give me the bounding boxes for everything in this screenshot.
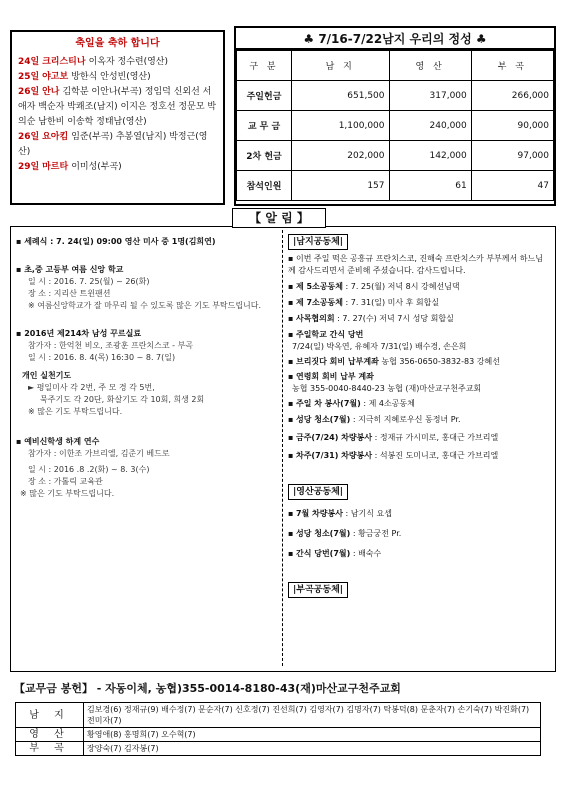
school-line: 일 시 : 2016. 7. 25(월) ~ 26(화): [28, 277, 150, 286]
list-item: ▪ 주일 차 봉사(7월) : 제 4소공동체: [288, 399, 415, 408]
prayer-heading: 개인 실천기도: [22, 371, 72, 380]
seminary-heading: ▪ 예비신학생 하계 연수: [16, 437, 100, 446]
notice-right-column: [288, 234, 550, 598]
notice-left-column: [16, 236, 278, 500]
tithe-account-line: 【교무금 봉헌】 - 자동이체, 농협)355-0014-8180-43(재)마산교구천주교회: [14, 682, 401, 695]
table-row: 주일헌금 651,500 317,000 266,000: [237, 81, 554, 111]
yeongsan-community-heading: |영산공동체|: [288, 484, 348, 500]
feast-line: 29일 마르타 이미성(부곡): [18, 162, 122, 172]
notice-title: 【 알 림 】: [232, 208, 326, 228]
namji-community-heading: |남지공동체|: [288, 234, 348, 250]
list-item: ▪ 간식 당번(7월) : 배숙수: [288, 549, 382, 558]
table-row: 참석인원 157 61 47: [237, 171, 554, 201]
column-header: 남 지: [292, 51, 390, 81]
table-row: 남 지 김보경(6) 정재규(9) 배수정(7) 문순자(7) 신호정(7) 진선희(7) 김영자(7) 김명자(7) 탁봉덕(8) 문춘자(7) 손기숙(7) 박진화(7) 전미자(7): [16, 703, 541, 728]
list-item: ▪ 금주(7/24) 차량봉사 : 정재규 가시미로, 홍대근 가브리엘: [288, 433, 499, 442]
list-item: ▪ 연령회 회비 납부 계좌 농협 355-0040-8440-23 농협 (재)마산교구천주교회: [288, 372, 482, 393]
column-header: 구 분: [237, 51, 292, 81]
column-header: 부 곡: [471, 51, 553, 81]
feast-line: 25일 야고보 방한식 안성빈(영산): [18, 72, 151, 82]
list-item: ▪ 성당 청소(7월) : 황금궁전 Pr.: [288, 529, 402, 538]
list-item: ▪ 이번 주일 떡은 공흥규 프란치스코, 진해숙 프란치스카 부부께서 하느님께 감사드리면서 준비해 주셨습니다. 감사드립니다.: [288, 254, 543, 275]
cursillo-heading: ▪ 2016년 제214차 남성 꾸르실료: [16, 329, 142, 338]
seminary-line: ※ 많은 기도 부탁드립니다.: [20, 489, 115, 498]
feast-day-box: [10, 30, 225, 205]
donor-table: [15, 702, 541, 756]
feast-line: 26일 요아킴 임준(부곡) 추봉열(남지) 박정근(영산): [18, 132, 208, 157]
baptism-notice: ▪ 세례식 : 7. 24(일) 09:00 영산 미사 중 1명(김희연): [16, 237, 216, 246]
school-line: 장 소 : 지리산 트윈팬션: [28, 289, 111, 298]
prayer-line: ► 평일미사 각 2번, 주 모 경 각 5번,: [28, 383, 155, 392]
list-item: ▪ 제 5소공동체 : 7. 25(월) 저녁 8시 강혜선님댁: [288, 282, 460, 291]
feast-line: 26일 안나 김학분 이안나(부곡) 정임덕 신외선 서애자 백순자 박쾌조(남지) 이지은 정호선 정문모 박의순 남한비 이송학 정태남(영산): [18, 87, 217, 127]
feast-title: 축일을 축하 합니다: [75, 38, 160, 49]
column-divider: [282, 230, 283, 666]
list-item: ▪ 사목협의회 : 7. 27(수) 저녁 7시 성당 회합실: [288, 314, 454, 323]
table-row: 부 곡 장양숙(7) 김자봉(7): [16, 742, 541, 756]
bugok-community-heading: |부곡공동체|: [288, 582, 348, 598]
list-item: ▪ 주일학교 간식 당번 7/24(일) 박옥연, 유혜자 7/31(일) 배수경, 손은희: [288, 330, 467, 351]
offering-header-row: [237, 51, 554, 81]
table-row: 교 무 금 1,100,000 240,000 90,000: [237, 111, 554, 141]
table-row: 2차 헌금 202,000 142,000 97,000: [237, 141, 554, 171]
list-item: ▪ 브리짓다 회비 납부계좌 농협 356-0650-3832-83 강혜선: [288, 357, 500, 366]
seminary-line: 일 시 : 2016 .8 .2(화) ~ 8. 3(수): [28, 465, 150, 474]
feast-line: 24일 크리스티나 이옥자 정수련(영산): [18, 57, 169, 67]
list-item: ▪ 성당 청소(7월) : 지극히 지혜로우신 동정녀 Pr.: [288, 415, 461, 424]
list-item: ▪ 7월 차량봉사 : 남기식 요셉: [288, 509, 392, 518]
prayer-line: 묵주기도 각 20단, 화살기도 각 10회, 희생 2회: [40, 395, 205, 404]
column-header: 영 산: [389, 51, 471, 81]
seminary-line: 참가자 : 이한조 가브리엘, 김준기 베드로: [28, 449, 170, 458]
school-line: ※ 여름신앙학교가 잘 마무리 될 수 있도록 많은 기도 부탁드립니다.: [28, 301, 262, 310]
list-item: ▪ 제 7소공동체 : 7. 31(일) 미사 후 회합실: [288, 298, 440, 307]
cursillo-line: 일 시 : 2016. 8. 4(목) 16:30 ~ 8. 7(일): [28, 353, 176, 362]
list-item: ▪ 차주(7/31) 차량봉사 : 석봉진 도미니코, 홍대근 가브리엘: [288, 451, 499, 460]
offering-table-box: [234, 26, 556, 206]
seminary-line: 장 소 : 가톨릭 교육관: [28, 477, 103, 486]
offering-title: ♣ 7/16-7/22남지 우리의 정성 ♣: [236, 28, 554, 50]
prayer-line: ※ 많은 기도 부탁드립니다.: [28, 407, 123, 416]
cursillo-line: 참가자 : 한억천 비오, 조광훈 프란치스코 - 부곡: [28, 341, 194, 350]
offering-table: [236, 50, 554, 201]
school-heading: ▪ 초,중 고등부 여름 신앙 학교: [16, 265, 124, 274]
table-row: 영 산 황영애(8) 홍명희(7) 오수혁(7): [16, 728, 541, 742]
